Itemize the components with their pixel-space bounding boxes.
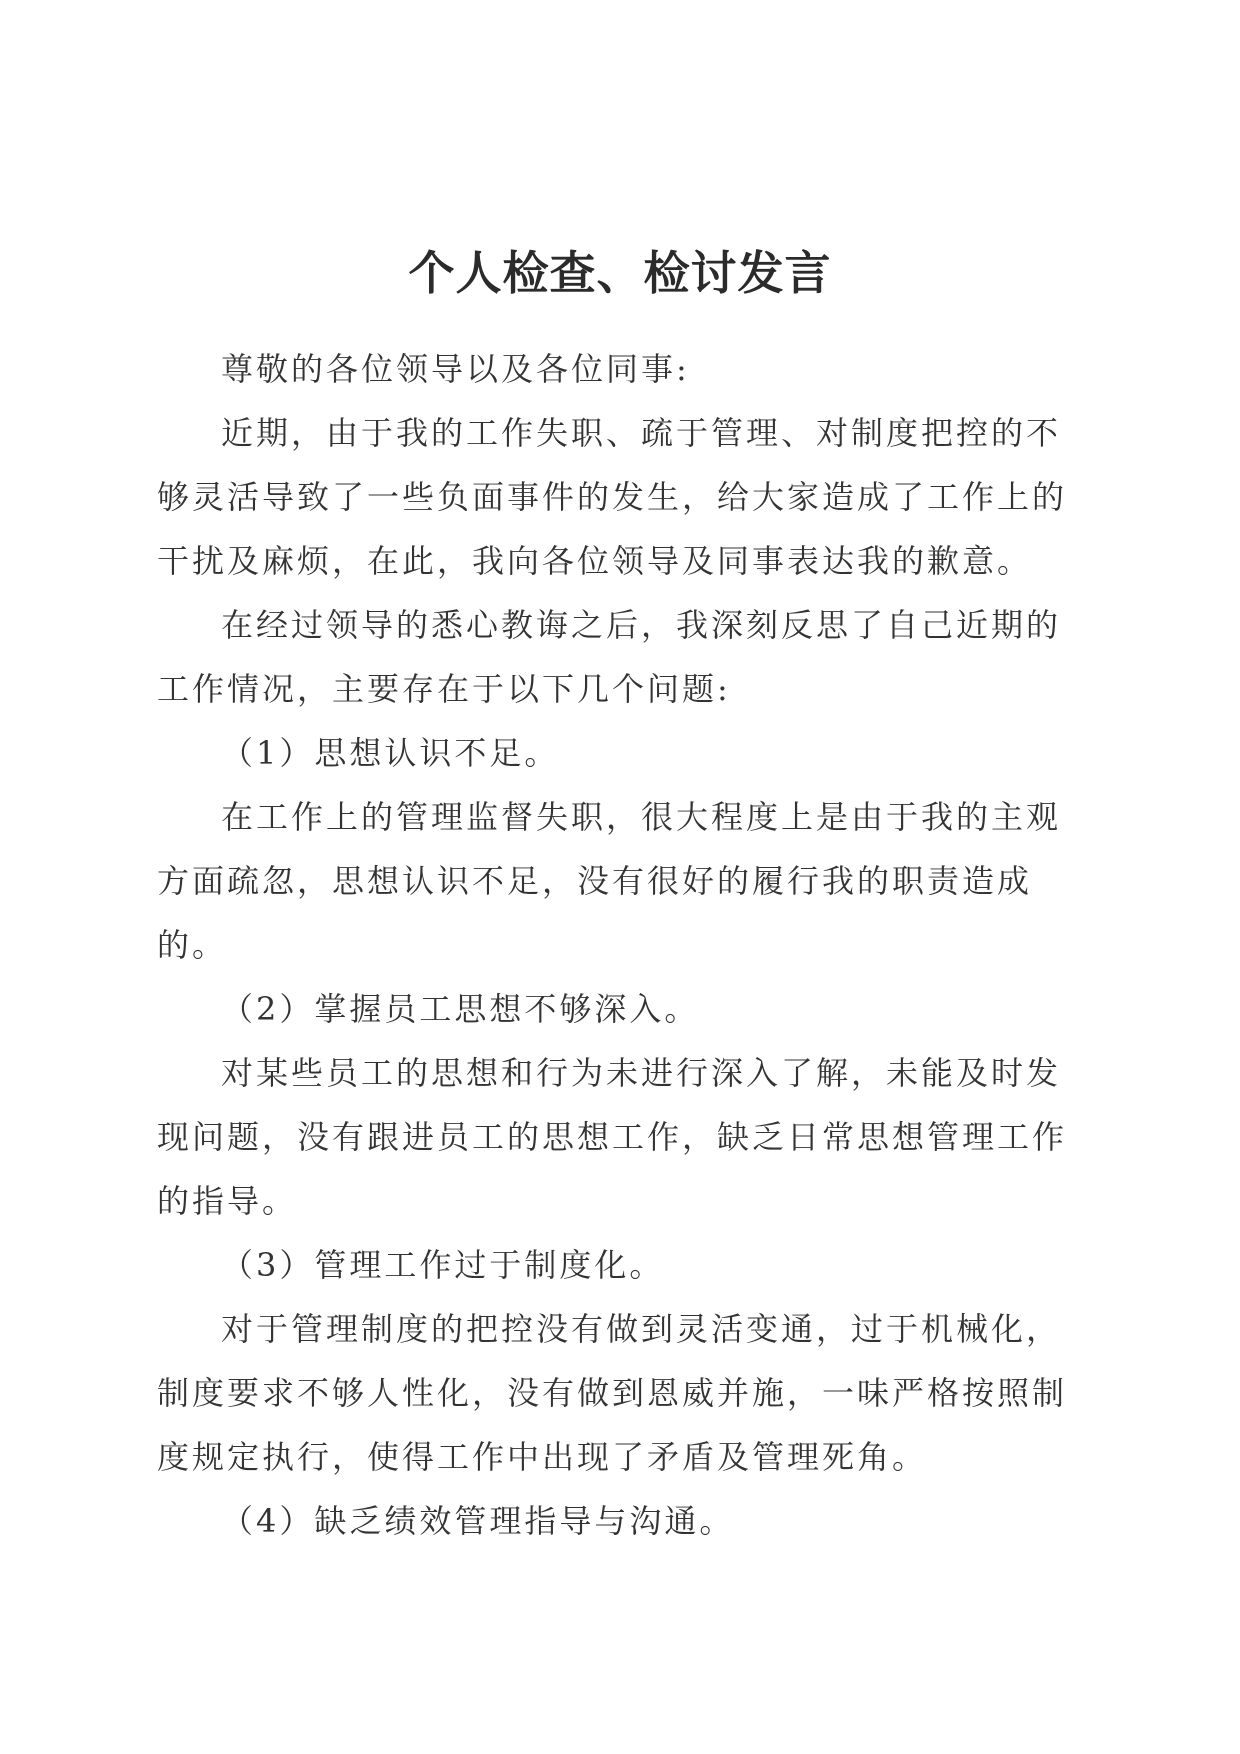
- salutation-paragraph: 尊敬的各位领导以及各位同事:: [221, 350, 690, 388]
- issue-heading-3: （3）管理工作过于制度化。: [221, 1246, 665, 1284]
- issue-heading-4: （4）缺乏绩效管理指导与沟通。: [221, 1502, 735, 1540]
- body-paragraph: 在工作上的管理监督失职，很大程度上是由于我的主观方面疏忽，思想认识不足，没有很好的履行我的职责造成的。: [157, 798, 1062, 964]
- body-paragraph: 在经过领导的悉心教诲之后，我深刻反思了自己近期的工作情况，主要存在于以下几个问题:: [157, 606, 1062, 708]
- document-title: 个人检查、检讨发言: [408, 246, 832, 300]
- issue-heading-1: （1）思想认识不足。: [221, 734, 560, 772]
- body-paragraph: 近期，由于我的工作失职、疏于管理、对制度把控的不够灵活导致了一些负面事件的发生，给大家造成了工作上的干扰及麻烦，在此，我向各位领导及同事表达我的歉意。: [157, 414, 1068, 580]
- document-body: [157, 337, 1087, 1553]
- issue-heading-2: （2）掌握员工思想不够深入。: [221, 990, 700, 1028]
- body-paragraph: 对某些员工的思想和行为未进行深入了解，未能及时发现问题，没有跟进员工的思想工作，缺乏日常思想管理工作的指导。: [157, 1054, 1068, 1220]
- body-paragraph: 对于管理制度的把控没有做到灵活变通，过于机械化，制度要求不够人性化，没有做到恩威并施，一味严格按照制度规定执行，使得工作中出现了矛盾及管理死角。: [157, 1310, 1068, 1476]
